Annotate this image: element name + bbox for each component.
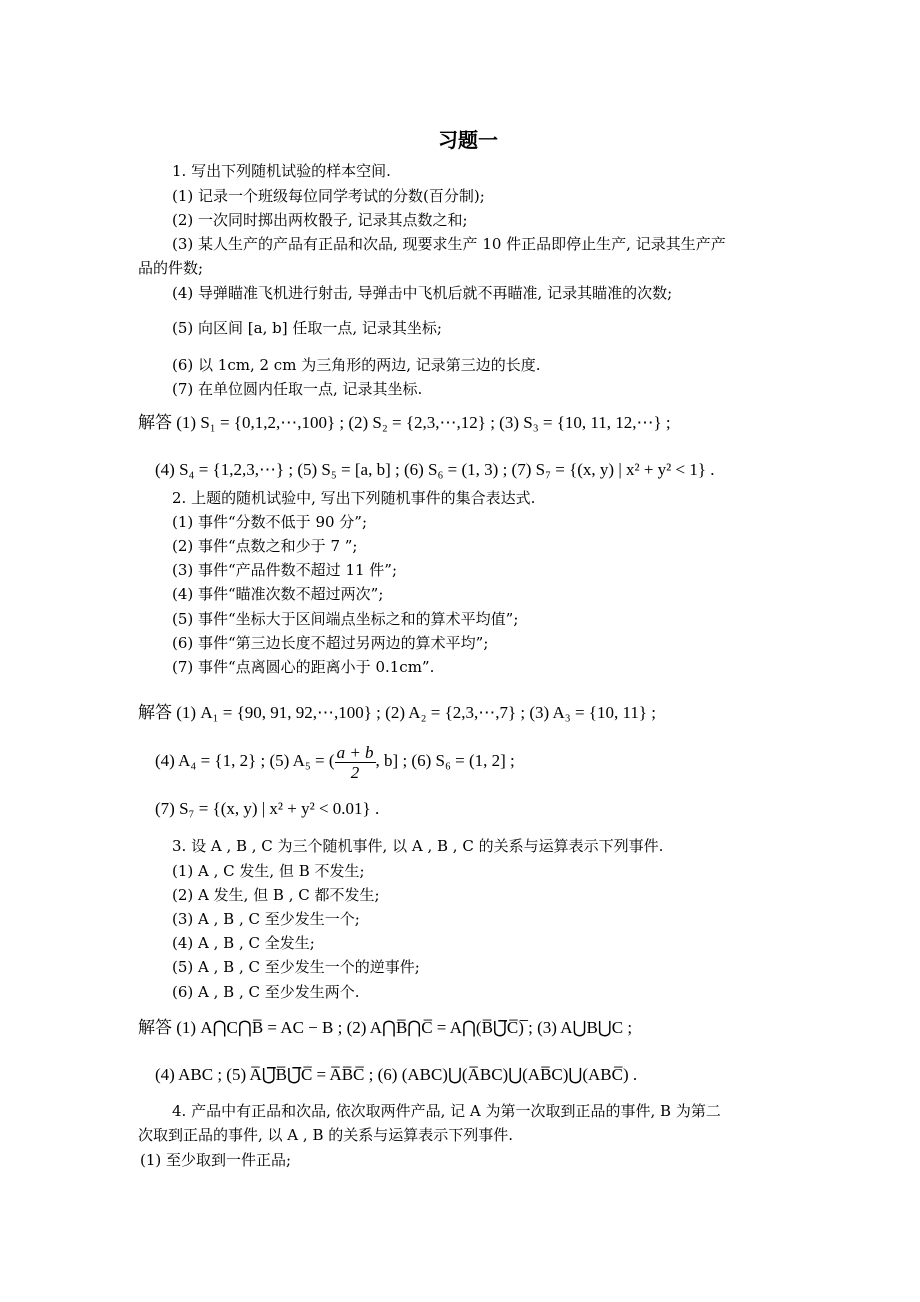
q1-item-2: (2) 一次同时掷出两枚骰子, 记录其点数之和; [172,211,468,229]
q3-answer-line-2: (4) ABC ; (5) A̅⋃̅B̅⋃̅C̅ = A̅B̅C̅ ; (6) (ABC)⋃(A̅BC)⋃(AB̅C)⋃(ABC̅) . [155,1065,638,1084]
q2-item-3: (3) 事件“产品件数不超过 11 件”; [172,561,398,579]
q1-answer-line-2: (4) S₄ = {1,2,3,⋯} ; (5) S₅ = [a, b] ; (6) S₆ = (1, 3) ; (7) S₇ = {(x, y) | x² + y² < 1} . [155,460,715,479]
q1-item-3: (3) 某人生产的产品有正品和次品, 现要求生产 10 件正品即停止生产, 记录其生产产 [172,235,726,253]
q1-item-5: (5) 向区间 [a, b] 任取一点, 记录其坐标; [172,319,442,337]
q2-answer-line-2-post: , b] ; (6) S₆ = (1, 2] ; [375,751,515,770]
q3-item-4: (4) A , B , C 全发生; [172,934,315,952]
q1-item-4: (4) 导弹瞄准飞机进行射击, 导弹击中飞机后就不再瞄准, 记录其瞄准的次数; [172,284,673,302]
q1-answer-line-1: 解答 (1) S₁ = {0,1,2,⋯,100} ; (2) S₂ = {2,3,⋯,12} ; (3) S₃ = {10, 11, 12,⋯} ; [138,413,671,432]
q2-item-2: (2) 事件“点数之和少于 7 ”; [172,537,358,555]
q2-item-5: (5) 事件“坐标大于区间端点坐标之和的算术平均值”; [172,610,519,628]
q2-item-1: (1) 事件“分数不低于 90 分”; [172,513,368,531]
q1-item-7: (7) 在单位圆内任取一点, 记录其坐标. [172,380,423,398]
q2-item-6: (6) 事件“第三边长度不超过另两边的算术平均”; [172,634,489,652]
q2-answer-line-1: 解答 (1) A₁ = {90, 91, 92,⋯,100} ; (2) A₂ = {2,3,⋯,7} ; (3) A₃ = {10, 11} ; [138,703,656,722]
q2-answer-line-2-pre: (4) A₄ = {1, 2} ; (5) A₅ = ( [155,751,335,770]
q3-item-1: (1) A , C 发生, 但 B 不发生; [172,862,365,880]
q3-item-2: (2) A 发生, 但 B , C 都不发生; [172,886,380,904]
question-3-stem: 3. 设 A , B , C 为三个随机事件, 以 A , B , C 的关系与运算表示下列事件. [172,837,664,855]
q1-item-6: (6) 以 1cm, 2 cm 为三角形的两边, 记录第三边的长度. [172,356,541,374]
q2-answer-line-3: (7) S₇ = {(x, y) | x² + y² < 0.01} . [155,799,380,818]
question-4-stem-cont: 次取到正品的事件, 以 A , B 的关系与运算表示下列事件. [138,1126,514,1144]
q3-item-5: (5) A , B , C 至少发生一个的逆事件; [172,958,420,976]
q3-answer-line-1: 解答 (1) A⋂C⋂B̅ = AC − B ; (2) A⋂B̅⋂C̅ = A⋂(B̅⋃̅C̅)̅ ; (3) A⋃B⋃C ; [138,1018,633,1037]
q2-item-4: (4) 事件“瞄准次数不超过两次”; [172,585,384,603]
q1-item-1: (1) 记录一个班级每位同学考试的分数(百分制); [172,187,485,205]
q2-item-7: (7) 事件“点离圆心的距离小于 0.1cm”. [172,658,435,676]
question-1-stem: 1. 写出下列随机试验的样本空间. [172,162,391,180]
q3-item-6: (6) A , B , C 至少发生两个. [172,983,360,1001]
fraction-denominator: 2 [350,762,360,782]
page-title: 习题一 [438,128,498,152]
q4-item-1: (1) 至少取到一件正品; [140,1151,292,1169]
q3-item-3: (3) A , B , C 至少发生一个; [172,910,360,928]
question-2-stem: 2. 上题的随机试验中, 写出下列随机事件的集合表达式. [172,489,536,507]
question-4-stem: 4. 产品中有正品和次品, 依次取两件产品, 记 A 为第一次取到正品的事件, B 为第二 [172,1102,721,1120]
q1-item-3-cont: 品的件数; [138,259,204,277]
fraction [335,743,376,782]
q2-answer-line-2 [155,741,515,782]
fraction-numerator: a + b [336,742,374,762]
